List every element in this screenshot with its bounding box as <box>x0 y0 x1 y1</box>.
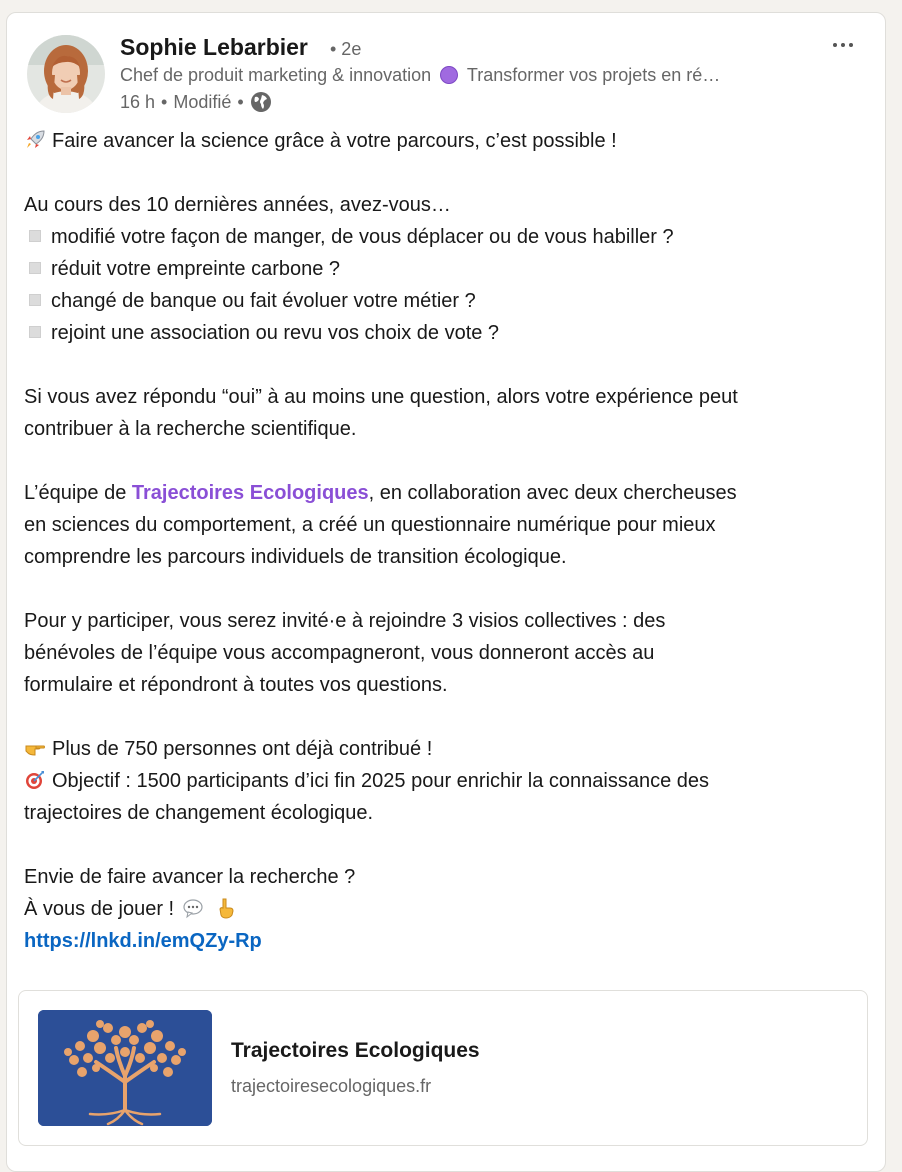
dot <box>833 43 837 47</box>
paragraph-line: Si vous avez répondu “oui” à au moins une question, alors votre expérience peut <box>24 386 738 408</box>
question-text: modifié votre façon de manger, de vous déplacer ou de vous habiller ? <box>51 226 674 248</box>
cta-line: Envie de faire avancer la recherche ? <box>24 866 356 888</box>
page-edge <box>887 0 902 1152</box>
tree-logo-icon <box>38 1010 212 1126</box>
stat-line <box>24 765 874 797</box>
author-avatar[interactable] <box>27 35 105 113</box>
stat-text: Objectif : 1500 participants d’ici fin 2025 pour enrichir la connaissance des <box>52 770 710 792</box>
intro-text: Faire avancer la science grâce à votre parcours, c’est possible ! <box>52 130 617 152</box>
paragraph-line: formulaire et répondront à toutes vos questions. <box>24 674 448 696</box>
bullet-square-icon <box>29 326 41 338</box>
paragraph-text: L’équipe de <box>24 482 132 504</box>
question-item <box>24 221 874 253</box>
target-icon <box>24 769 46 791</box>
bullet-square-icon <box>29 262 41 274</box>
post-time: 16 h <box>120 91 156 112</box>
paragraph-line: contribuer à la recherche scientifique. <box>24 418 357 440</box>
tree-logo-thumbnail <box>38 1010 212 1126</box>
question-text: réduit votre empreinte carbone ? <box>51 258 341 280</box>
globe-icon <box>250 91 272 113</box>
speech-bubble-icon <box>182 897 204 919</box>
headline-text-1: Chef de produit marketing & innovation <box>120 65 432 85</box>
stat-line: trajectoires de changement écologique. <box>24 802 374 824</box>
paragraph-line <box>24 477 874 509</box>
pointing-hand-icon <box>24 737 46 759</box>
headline-text-2: Transformer vos projets en ré… <box>466 65 721 85</box>
preview-title[interactable]: Trajectoires Ecologiques <box>231 1039 480 1062</box>
paragraph-line: en sciences du comportement, a créé un questionnaire numérique pour mieux <box>24 514 716 536</box>
stat-text: Plus de 750 personnes ont déjà contribué ! <box>52 738 433 760</box>
paragraph-line: Pour y participer, vous serez invité·e à rejoindre 3 visios collectives : des <box>24 610 666 632</box>
more-options-button[interactable] <box>825 33 861 57</box>
rocket-icon <box>24 129 46 151</box>
post-body <box>24 125 874 957</box>
author-name[interactable]: Sophie Lebarbier <box>120 34 308 60</box>
purple-circle-icon <box>440 66 458 84</box>
paragraph-line: bénévoles de l’équipe vous accompagneront, vous donneront accès au <box>24 642 655 664</box>
connection-degree: • 2e <box>330 39 362 59</box>
dot <box>849 43 853 47</box>
bullet-square-icon <box>29 230 41 242</box>
company-mention-link[interactable]: Trajectoires Ecologiques <box>131 482 369 504</box>
pointing-down-icon <box>215 897 237 919</box>
shortened-url-link[interactable]: https://lnkd.in/emQZy-Rp <box>24 930 262 952</box>
question-item <box>24 253 874 285</box>
bullet-square-icon <box>29 294 41 306</box>
meta-separator: • <box>237 91 244 112</box>
question-text: changé de banque ou fait évoluer votre métier ? <box>51 290 476 312</box>
paragraph-text: , en collaboration avec deux chercheuses <box>368 482 737 504</box>
url-line <box>24 925 874 957</box>
link-preview-card[interactable] <box>18 990 868 1146</box>
cta-line <box>24 893 874 925</box>
post-meta <box>120 91 272 113</box>
intro-line <box>24 125 874 157</box>
question-item <box>24 317 874 349</box>
post-card <box>6 12 886 1172</box>
cta-text: À vous de jouer ! <box>24 898 175 920</box>
question-item <box>24 285 874 317</box>
paragraph-line: comprendre les parcours individuels de transition écologique. <box>24 546 567 568</box>
preview-domain: trajectoiresecologiques.fr <box>231 1076 432 1096</box>
meta-separator: • <box>161 91 168 112</box>
dot <box>841 43 845 47</box>
edited-label: Modifié <box>173 91 232 112</box>
question-text: rejoint une association ou revu vos choix de vote ? <box>51 322 500 344</box>
question-lead: Au cours des 10 dernières années, avez-vous… <box>24 194 451 216</box>
stat-line <box>24 733 874 765</box>
author-headline <box>120 65 800 86</box>
